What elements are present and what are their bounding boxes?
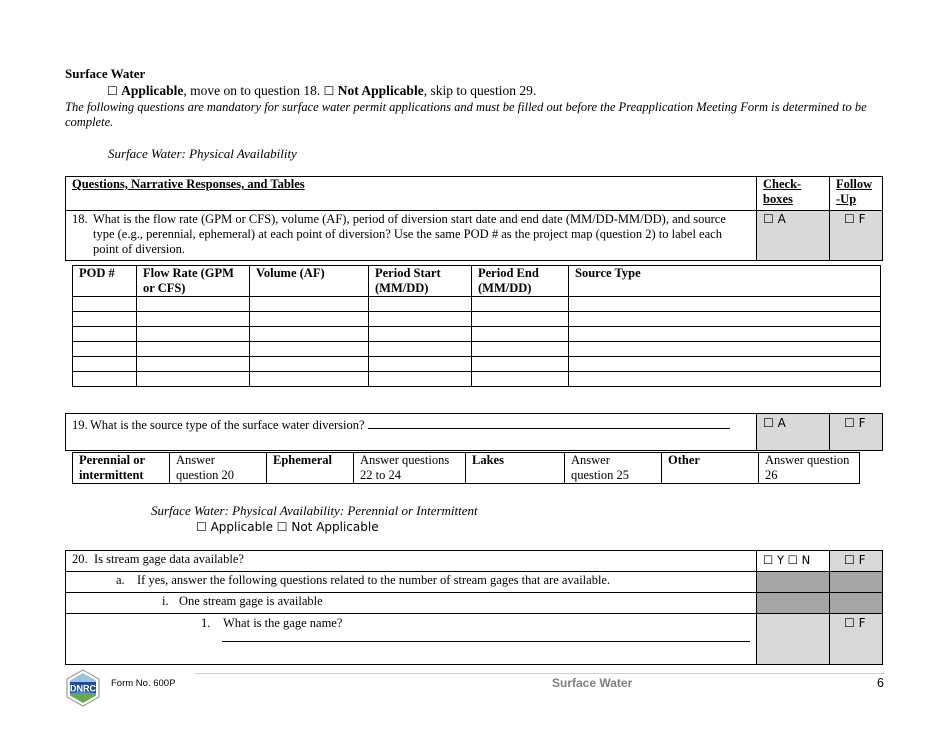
subsection-perennial-intermittent: Surface Water: Physical Availability: Perennial or Intermittent — [151, 503, 478, 518]
dnrc-logo — [64, 669, 102, 707]
q20-check-yn[interactable]: ☐ Y ☐ N — [757, 551, 830, 572]
q18-number: 18. — [72, 212, 88, 226]
q19-answer-line[interactable] — [368, 416, 730, 429]
q20a-checkbox-cell — [757, 572, 830, 593]
q20ai-text: One stream gage is available — [179, 594, 323, 608]
q20-table — [65, 550, 883, 665]
q20-text: Is stream gage data available? — [94, 552, 244, 566]
flow-rate-col-header: Flow Rate (GPM or CFS) — [137, 266, 250, 297]
volume-col-header: Volume (AF) — [250, 266, 369, 297]
q18-check-a[interactable]: ☐ A — [757, 211, 830, 261]
applicable-checkbox[interactable]: ☐ — [107, 84, 118, 98]
footer-rule — [195, 673, 885, 674]
q20ai-number: i. — [162, 594, 169, 608]
dnrc-logo-text: DNRC — [70, 683, 96, 694]
subsection-physical-availability: Surface Water: Physical Availability — [108, 146, 297, 161]
source-ephemeral-answer: Answer questions 22 to 24 — [354, 453, 466, 484]
not-applicable-label: Not Applicable — [337, 83, 424, 98]
pod-table-row[interactable] — [73, 312, 881, 327]
period-start-col-header: Period Start (MM/DD) — [369, 266, 472, 297]
dnrc-logo-icon — [64, 669, 102, 707]
q18-text: What is the flow rate (GPM or CFS), volume (AF), period of diversion start date and end date (MM/DD-MM/DD), and source type (e.g., perennial, ephemeral) at each point of diversion? Use the same POD # as the project map (question 2) to label each point of diversion. — [93, 212, 726, 256]
source-type-table — [72, 452, 860, 484]
footer-section-name: Surface Water — [552, 676, 633, 690]
q20a-number: a. — [116, 573, 125, 587]
form-number: Form No. 600P — [111, 678, 176, 689]
q20ai1-text: What is the gage name? — [223, 616, 343, 630]
questions-header: Questions, Narrative Responses, and Tables — [72, 177, 305, 191]
source-ephemeral: Ephemeral — [267, 453, 354, 484]
q19-table — [65, 413, 883, 451]
q20ai1-check-f[interactable]: ☐ F — [830, 614, 883, 665]
q19-check-a[interactable]: ☐ A — [757, 414, 830, 451]
q20-check-f[interactable]: ☐ F — [830, 551, 883, 572]
q20-number: 20. — [72, 552, 88, 566]
pod-table — [72, 265, 881, 387]
pod-col-header: POD # — [73, 266, 137, 297]
source-perennial-answer: Answer question 20 — [170, 453, 267, 484]
checkboxes-header: Check- boxes — [757, 177, 830, 211]
section-title: Surface Water — [65, 66, 146, 81]
pod-table-row[interactable] — [73, 372, 881, 387]
follow-up-header: Follow -Up — [830, 177, 883, 211]
q19-text: What is the source type of the surface water diversion? — [90, 418, 365, 432]
source-lakes-answer: Answer question 25 — [565, 453, 662, 484]
source-other-answer: Answer question 26 — [759, 453, 860, 484]
period-end-col-header: Period End (MM/DD) — [472, 266, 569, 297]
applicable-instruction: , move on to question 18. — [183, 83, 321, 98]
pod-table-row[interactable] — [73, 297, 881, 312]
gage-name-answer-line[interactable] — [222, 640, 750, 642]
intro-note: The following questions are mandatory for surface water permit applications and must be filled out before the Preapplication Meeting Form is determined to be complete. — [65, 100, 867, 129]
q20ai1-number: 1. — [201, 616, 211, 630]
questions-table — [65, 176, 883, 261]
q18-check-f[interactable]: ☐ F — [830, 211, 883, 261]
applicable-label: Applicable — [121, 83, 184, 98]
not-applicable-checkbox[interactable]: ☐ — [323, 84, 335, 98]
source-type-col-header: Source Type — [569, 266, 881, 297]
page-number: 6 — [877, 676, 884, 690]
q19-check-f[interactable]: ☐ F — [830, 414, 883, 451]
q20ai-checkbox-cell — [757, 593, 830, 614]
not-applicable-instruction: , skip to question 29. — [423, 83, 537, 98]
applicability-line — [107, 83, 536, 99]
pod-table-row[interactable] — [73, 342, 881, 357]
pod-table-row[interactable] — [73, 357, 881, 372]
q20ai1-checkbox-cell — [757, 614, 830, 665]
pod-table-row[interactable] — [73, 327, 881, 342]
source-other: Other — [662, 453, 759, 484]
perennial-applicability-checkboxes[interactable]: ☐ Applicable ☐ Not Applicable — [196, 520, 379, 534]
source-perennial: Perennial or intermittent — [73, 453, 170, 484]
source-lakes: Lakes — [466, 453, 565, 484]
q19-number: 19. — [72, 418, 88, 432]
subsection-perennial-options[interactable] — [196, 519, 379, 535]
q20ai-follow-cell — [830, 593, 883, 614]
q20a-text: If yes, answer the following questions related to the number of stream gages that are available. — [137, 573, 611, 587]
q20a-follow-cell — [830, 572, 883, 593]
pod-table-header — [73, 266, 881, 297]
